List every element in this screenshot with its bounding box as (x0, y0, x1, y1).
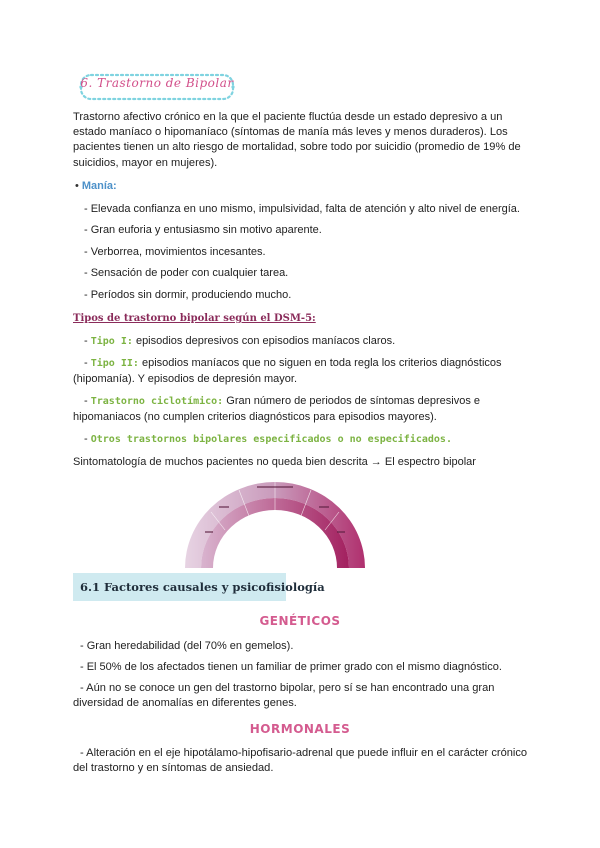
type-dash: - (84, 395, 91, 407)
type-text: Gran número de periodos de síntomas depresivos e hipomaniacos (no cumplen criterios diagnósticos para episodios mayores). (73, 395, 481, 423)
type-item (84, 334, 534, 350)
mania-heading-text: Manía: (81, 180, 117, 192)
list-item: - Aún no se conoce un gen del trastorno bipolar, pero sí se han encontrado una gran diversidad de anomalías en diferentes genes. (73, 682, 495, 710)
list-item: - Verborrea, movimientos incesantes. (84, 246, 266, 258)
list-item: - Elevada confianza en uno mismo, impulsividad, falta de atención y alto nivel de energía. (84, 203, 520, 215)
type-name: Tipo I (90, 336, 127, 347)
type-sep: : (126, 336, 133, 347)
list-item: - Períodos sin dormir, produciendo mucho. (84, 289, 292, 301)
spectrum-note: Sintomatología de muchos pacientes no queda bien descrita → El espectro bipolar (73, 456, 476, 468)
list-item: - Sensación de poder con cualquier tarea. (84, 267, 289, 279)
type-dash: - (84, 335, 91, 347)
type-name: Otros trastornos bipolares especificados o no especificados (90, 434, 446, 445)
type-name: Tipo II (90, 358, 133, 369)
section-heading-bar (73, 573, 325, 601)
type-text: episodios maníacos que no siguen en toda regla los criterios diagnósticos (hipomanía). Y episodios de depresión mayor. (73, 357, 502, 385)
list-item: - Gran heredabilidad (del 70% en gemelos). (80, 640, 294, 652)
hormonales-heading: HORMONALES (249, 722, 351, 736)
dsm-title: Tipos de trastorno bipolar según el DSM-5: (73, 313, 316, 324)
type-sep: : (217, 396, 224, 407)
type-dash: - (84, 357, 91, 369)
title-block (78, 72, 236, 102)
bipolar-spectrum-diagram (179, 476, 371, 568)
geneticos-heading: GENÉTICOS (259, 614, 341, 628)
intro-paragraph: Trastorno afectivo crónico en la que el paciente fluctúa desde un estado depresivo a un estado maníaco o hipomaníaco (síntomas de manía más leves y menos duraderos). Los pacientes tienen un alto riesgo de mortalidad, sobre todo por suicidio (promedio de 19% de suicidios, mayor en mujeres). (73, 111, 521, 169)
type-item (73, 356, 528, 386)
bullet: • (75, 180, 79, 192)
section-title: 6.1 Factores causales y psicofisiología (80, 580, 325, 594)
list-item: - Alteración en el eje hipotálamo-hipofisario-adrenal que puede influir en el carácter crónico del trastorno y en síntomas de ansiedad. (73, 747, 528, 775)
type-text: episodios depresivos con episodios maníacos claros. (132, 335, 396, 347)
mania-heading (75, 180, 117, 192)
list-item: - Gran euforia y entusiasmo sin motivo aparente. (84, 224, 322, 236)
type-item (84, 432, 452, 448)
type-sep: : (132, 358, 139, 369)
type-item (73, 394, 528, 424)
list-item: - El 50% de los afectados tienen un familiar de primer grado con el mismo diagnóstico. (80, 661, 502, 673)
page-title: 6. Trastorno de Bipolar (80, 76, 234, 90)
type-sep: . (445, 434, 452, 445)
type-dash: - (84, 433, 91, 445)
type-name: Trastorno ciclotímico (90, 396, 218, 407)
